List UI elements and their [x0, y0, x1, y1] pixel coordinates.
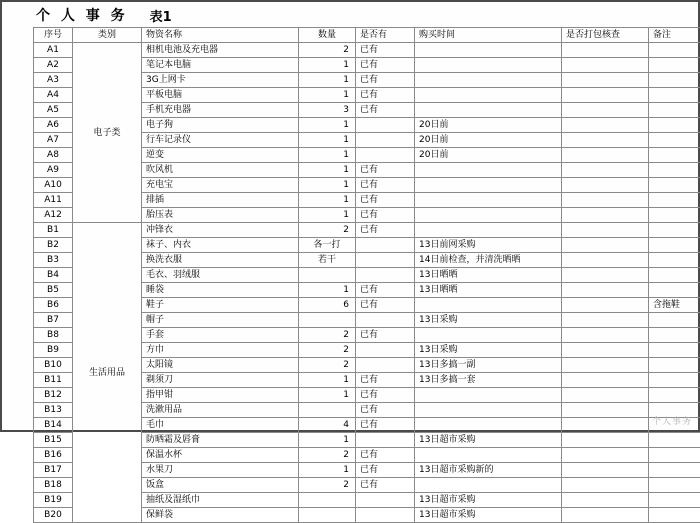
cell-qty: 2	[299, 43, 356, 58]
cell-note	[649, 193, 700, 208]
cell-time: 20日前	[415, 118, 562, 133]
cell-time: 13日多搞一副	[415, 358, 562, 373]
cell-qty: 各一打	[299, 238, 356, 253]
cell-seq: A1	[34, 43, 73, 58]
cell-has	[356, 133, 415, 148]
cell-item: 毛衣、羽绒服	[142, 268, 299, 283]
cell-item: 充电宝	[142, 178, 299, 193]
cell-seq: B9	[34, 343, 73, 358]
cell-time	[415, 58, 562, 73]
cell-check	[562, 43, 649, 58]
cell-qty: 1	[299, 73, 356, 88]
cell-seq: B1	[34, 223, 73, 238]
cell-has: 已有	[356, 163, 415, 178]
cell-seq: B17	[34, 463, 73, 478]
table-header-row	[34, 28, 700, 43]
cell-check	[562, 388, 649, 403]
cell-check	[562, 208, 649, 223]
cell-item: 冲锋衣	[142, 223, 299, 238]
cell-check	[562, 463, 649, 478]
cell-time	[415, 88, 562, 103]
cell-has	[356, 508, 415, 523]
cell-time	[415, 73, 562, 88]
title-bar	[2, 2, 698, 28]
cell-seq: A7	[34, 133, 73, 148]
cell-item: 洗漱用品	[142, 403, 299, 418]
cell-qty: 1	[299, 178, 356, 193]
cell-item: 笔记本电脑	[142, 58, 299, 73]
cell-check	[562, 418, 649, 433]
cell-note	[649, 118, 700, 133]
cell-qty: 4	[299, 418, 356, 433]
table-row[interactable]	[34, 43, 700, 58]
cell-seq: B19	[34, 493, 73, 508]
cell-item: 抽纸及湿纸巾	[142, 493, 299, 508]
column-header-item: 物资名称	[142, 28, 299, 43]
cell-has: 已有	[356, 388, 415, 403]
cell-item: 保鲜袋	[142, 508, 299, 523]
cell-qty	[299, 493, 356, 508]
cell-note	[649, 268, 700, 283]
cell-qty: 2	[299, 343, 356, 358]
column-header-seq: 序号	[34, 28, 73, 43]
cell-qty: 2	[299, 358, 356, 373]
cell-qty: 1	[299, 388, 356, 403]
cell-seq: A5	[34, 103, 73, 118]
cell-note	[649, 73, 700, 88]
cell-time	[415, 163, 562, 178]
cell-seq: B11	[34, 373, 73, 388]
cell-item: 饭盒	[142, 478, 299, 493]
cell-has: 已有	[356, 178, 415, 193]
cell-check	[562, 88, 649, 103]
cell-note	[649, 358, 700, 373]
cell-qty: 1	[299, 193, 356, 208]
cell-item: 排插	[142, 193, 299, 208]
cell-seq: B18	[34, 478, 73, 493]
cell-seq: B7	[34, 313, 73, 328]
cell-note	[649, 253, 700, 268]
cell-has	[356, 313, 415, 328]
column-header-has: 是否有	[356, 28, 415, 43]
cell-qty: 1	[299, 283, 356, 298]
page-title: 个 人 事 务	[36, 5, 128, 25]
cell-check	[562, 358, 649, 373]
cell-category: 生活用品	[73, 223, 142, 523]
cell-note	[649, 88, 700, 103]
cell-check	[562, 133, 649, 148]
cell-time: 13日超市采购	[415, 493, 562, 508]
cell-item: 行车记录仪	[142, 133, 299, 148]
cell-item: 手机充电器	[142, 103, 299, 118]
cell-seq: B13	[34, 403, 73, 418]
cell-item: 剃须刀	[142, 373, 299, 388]
cell-note	[649, 328, 700, 343]
cell-item: 防晒霜及唇膏	[142, 433, 299, 448]
cell-check	[562, 253, 649, 268]
cell-seq: B16	[34, 448, 73, 463]
cell-item: 方巾	[142, 343, 299, 358]
cell-check	[562, 223, 649, 238]
cell-seq: A12	[34, 208, 73, 223]
cell-has	[356, 148, 415, 163]
cell-qty: 6	[299, 298, 356, 313]
sheet-label: 表1	[150, 6, 172, 25]
cell-check	[562, 283, 649, 298]
cell-item: 换洗衣服	[142, 253, 299, 268]
cell-check	[562, 58, 649, 73]
cell-seq: B6	[34, 298, 73, 313]
cell-item: 指甲钳	[142, 388, 299, 403]
cell-item: 太阳镜	[142, 358, 299, 373]
cell-qty: 1	[299, 373, 356, 388]
cell-check	[562, 238, 649, 253]
cell-note	[649, 223, 700, 238]
cell-item: 胎压表	[142, 208, 299, 223]
cell-qty: 1	[299, 58, 356, 73]
column-header-qty: 数量	[299, 28, 356, 43]
cell-time: 13日晒晒	[415, 268, 562, 283]
cell-time: 13日前网采购	[415, 238, 562, 253]
cell-item: 鞋子	[142, 298, 299, 313]
cell-seq: B5	[34, 283, 73, 298]
cell-seq: B15	[34, 433, 73, 448]
cell-qty: 2	[299, 448, 356, 463]
cell-has: 已有	[356, 328, 415, 343]
table-body	[34, 43, 700, 523]
cell-qty: 2	[299, 328, 356, 343]
cell-note	[649, 238, 700, 253]
cell-qty	[299, 313, 356, 328]
cell-item: 手套	[142, 328, 299, 343]
cell-qty: 1	[299, 148, 356, 163]
cell-time	[415, 178, 562, 193]
cell-item: 睡袋	[142, 283, 299, 298]
cell-time: 13日采购	[415, 313, 562, 328]
cell-qty: 若干	[299, 253, 356, 268]
cell-note	[649, 313, 700, 328]
cell-check	[562, 298, 649, 313]
cell-time	[415, 298, 562, 313]
cell-time	[415, 223, 562, 238]
cell-qty: 1	[299, 118, 356, 133]
cell-qty: 1	[299, 133, 356, 148]
cell-note	[649, 208, 700, 223]
cell-has: 已有	[356, 103, 415, 118]
cell-item: 毛巾	[142, 418, 299, 433]
cell-note	[649, 463, 700, 478]
column-header-check: 是否打包核查	[562, 28, 649, 43]
cell-has	[356, 358, 415, 373]
cell-item: 吹风机	[142, 163, 299, 178]
cell-check	[562, 163, 649, 178]
cell-time	[415, 418, 562, 433]
cell-time	[415, 478, 562, 493]
cell-check	[562, 73, 649, 88]
cell-qty: 1	[299, 433, 356, 448]
cell-seq: A8	[34, 148, 73, 163]
cell-check	[562, 508, 649, 523]
cell-note: 含拖鞋	[649, 298, 700, 313]
cell-note	[649, 493, 700, 508]
cell-item: 袜子、内衣	[142, 238, 299, 253]
table-row[interactable]	[34, 223, 700, 238]
cell-qty: 1	[299, 463, 356, 478]
cell-has: 已有	[356, 283, 415, 298]
cell-has	[356, 118, 415, 133]
cell-has: 已有	[356, 478, 415, 493]
cell-seq: B14	[34, 418, 73, 433]
cell-time	[415, 208, 562, 223]
cell-note	[649, 103, 700, 118]
cell-time: 20日前	[415, 133, 562, 148]
cell-item: 逆变	[142, 148, 299, 163]
cell-has: 已有	[356, 463, 415, 478]
cell-seq: A6	[34, 118, 73, 133]
cell-time	[415, 403, 562, 418]
cell-has: 已有	[356, 73, 415, 88]
cell-qty	[299, 403, 356, 418]
cell-category: 电子类	[73, 43, 142, 223]
cell-qty: 2	[299, 478, 356, 493]
cell-qty: 1	[299, 88, 356, 103]
cell-time: 13日晒晒	[415, 283, 562, 298]
cell-check	[562, 178, 649, 193]
cell-has	[356, 343, 415, 358]
cell-has	[356, 433, 415, 448]
cell-has: 已有	[356, 298, 415, 313]
cell-seq: B2	[34, 238, 73, 253]
cell-item: 水果刀	[142, 463, 299, 478]
cell-check	[562, 448, 649, 463]
cell-check	[562, 193, 649, 208]
cell-has: 已有	[356, 448, 415, 463]
cell-qty: 2	[299, 223, 356, 238]
cell-time	[415, 103, 562, 118]
cell-note	[649, 148, 700, 163]
cell-has	[356, 238, 415, 253]
cell-check	[562, 403, 649, 418]
cell-check	[562, 118, 649, 133]
cell-seq: A9	[34, 163, 73, 178]
cell-note	[649, 58, 700, 73]
cell-note	[649, 283, 700, 298]
cell-time	[415, 43, 562, 58]
cell-has: 已有	[356, 223, 415, 238]
cell-note	[649, 43, 700, 58]
cell-has: 已有	[356, 58, 415, 73]
cell-note	[649, 163, 700, 178]
column-header-category: 类别	[73, 28, 142, 43]
cell-has: 已有	[356, 43, 415, 58]
cell-item: 帽子	[142, 313, 299, 328]
inventory-table-wrapper	[33, 27, 683, 523]
cell-seq: A10	[34, 178, 73, 193]
cell-time: 13日超市采购新的	[415, 463, 562, 478]
cell-seq: B12	[34, 388, 73, 403]
cell-qty: 1	[299, 163, 356, 178]
cell-seq: A4	[34, 88, 73, 103]
cell-seq: B3	[34, 253, 73, 268]
cell-item: 平板电脑	[142, 88, 299, 103]
cell-qty	[299, 508, 356, 523]
cell-note	[649, 133, 700, 148]
cell-has: 已有	[356, 403, 415, 418]
cell-seq: B8	[34, 328, 73, 343]
cell-item: 保温水杯	[142, 448, 299, 463]
cell-qty: 3	[299, 103, 356, 118]
cell-check	[562, 373, 649, 388]
cell-time: 13日采购	[415, 343, 562, 358]
column-header-note: 备注	[649, 28, 700, 43]
cell-qty: 1	[299, 208, 356, 223]
cell-note	[649, 343, 700, 358]
cell-note	[649, 508, 700, 523]
cell-seq: B20	[34, 508, 73, 523]
cell-has	[356, 253, 415, 268]
cell-has	[356, 268, 415, 283]
inventory-table	[33, 27, 700, 523]
cell-check	[562, 343, 649, 358]
cell-check	[562, 268, 649, 283]
cell-has: 已有	[356, 373, 415, 388]
cell-time: 13日超市采购	[415, 433, 562, 448]
cell-time: 14日前检查，并清洗晒晒	[415, 253, 562, 268]
cell-seq: A2	[34, 58, 73, 73]
cell-note	[649, 433, 700, 448]
cell-check	[562, 328, 649, 343]
cell-time	[415, 193, 562, 208]
cell-check	[562, 478, 649, 493]
cell-has	[356, 493, 415, 508]
cell-time: 20日前	[415, 148, 562, 163]
cell-note	[649, 388, 700, 403]
cell-check	[562, 148, 649, 163]
cell-has: 已有	[356, 193, 415, 208]
cell-qty	[299, 268, 356, 283]
cell-note	[649, 178, 700, 193]
cell-check	[562, 493, 649, 508]
cell-time	[415, 388, 562, 403]
cell-has: 已有	[356, 418, 415, 433]
cell-has: 已有	[356, 208, 415, 223]
cell-check	[562, 103, 649, 118]
cell-check	[562, 313, 649, 328]
cell-seq: B10	[34, 358, 73, 373]
cell-time: 13日多搞一套	[415, 373, 562, 388]
cell-seq: B4	[34, 268, 73, 283]
cell-seq: A11	[34, 193, 73, 208]
cell-note	[649, 373, 700, 388]
watermark: 个人事务	[652, 414, 692, 427]
cell-time	[415, 448, 562, 463]
table-header	[34, 28, 700, 43]
cell-check	[562, 433, 649, 448]
cell-note	[649, 448, 700, 463]
cell-item: 相机电池及充电器	[142, 43, 299, 58]
cell-seq: A3	[34, 73, 73, 88]
column-header-time: 购买时间	[415, 28, 562, 43]
cell-item: 3G上网卡	[142, 73, 299, 88]
cell-has: 已有	[356, 88, 415, 103]
cell-time: 13日超市采购	[415, 508, 562, 523]
cell-item: 电子狗	[142, 118, 299, 133]
cell-note	[649, 478, 700, 493]
cell-time	[415, 328, 562, 343]
